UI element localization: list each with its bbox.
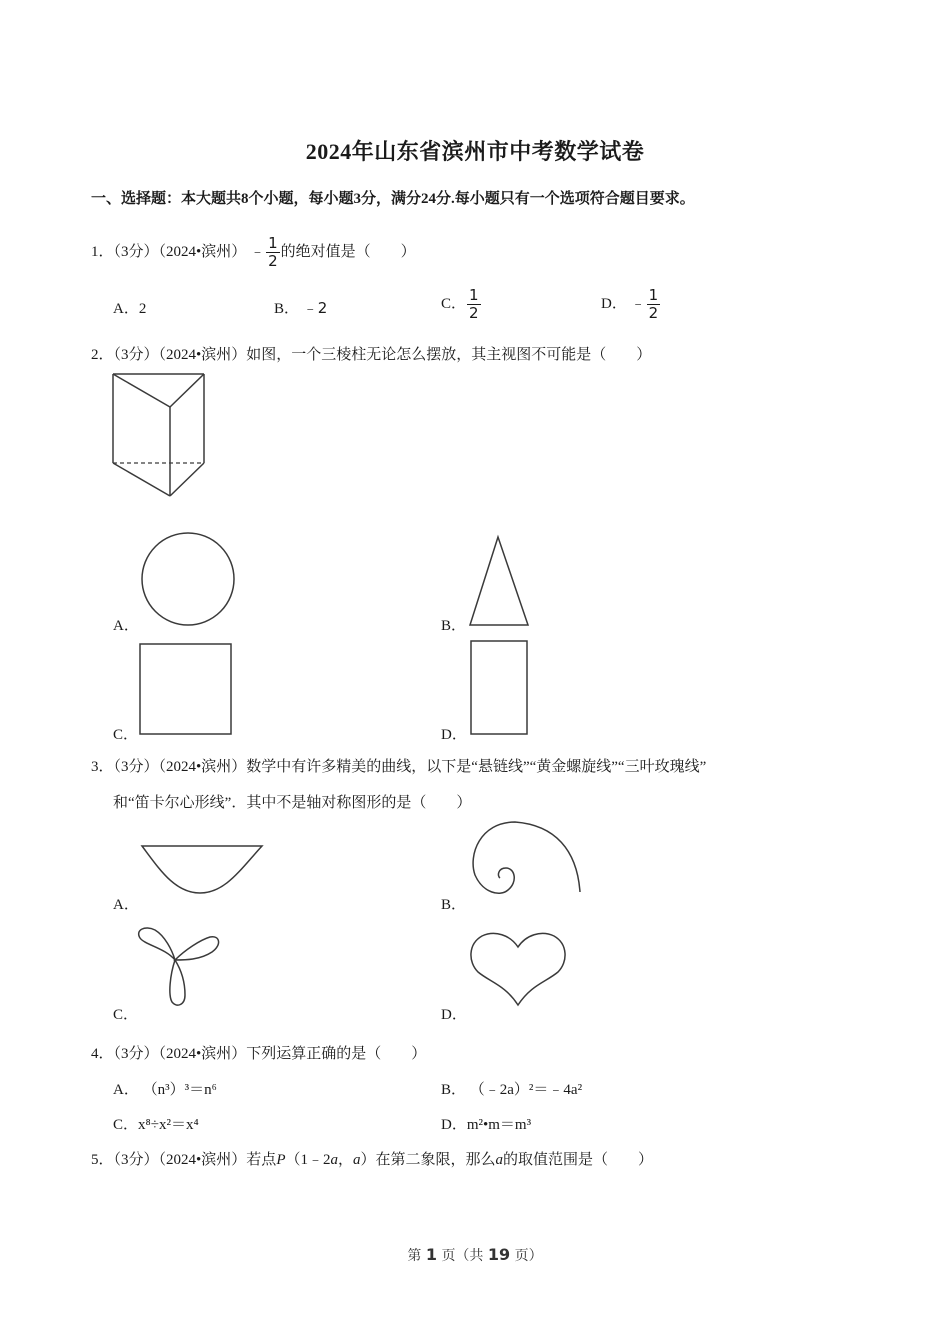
- question-4: 4．（3分）（2024•滨州）下列运算正确的是（ ）: [91, 1046, 427, 1062]
- q2-option-b[interactable]: B．: [441, 618, 467, 634]
- question-score: （3分）: [113, 243, 159, 260]
- page-title: 2024年山东省滨州市中考数学试卷: [305, 139, 645, 164]
- current-page: 1: [425, 1245, 437, 1264]
- question-2: 2．（3分）（2024•滨州）如图，一个三棱柱无论怎么摆放，其主视图不可能是（ ）: [91, 347, 652, 363]
- q1-option-d[interactable]: D． ﹣ $\frac{1}{2}$: [601, 286, 659, 322]
- q3-option-b[interactable]: B．: [441, 897, 467, 913]
- math-expression: m²•m＝m³: [466, 1117, 532, 1133]
- q4-option-c[interactable]: C．x⁸÷x²＝x⁴: [113, 1117, 199, 1133]
- question-stem: 下列运算正确的是（ ）: [246, 1046, 427, 1062]
- q2-option-c[interactable]: C．: [113, 727, 139, 743]
- question-3: 3．（3分）（2024•滨州）数学中有许多精美的曲线，以下是“悬链线”“黄金螺旋线”“三叶玫瑰线”: [91, 759, 707, 775]
- fraction: $\frac{1}{2}$: [648, 286, 659, 322]
- q4-option-a[interactable]: A． （n³）³＝n⁶: [113, 1082, 217, 1098]
- q4-option-d[interactable]: D．m²•m＝m³: [441, 1117, 532, 1133]
- q2-option-d[interactable]: D．: [441, 727, 467, 743]
- question-stem: 的绝对值是（ ）: [280, 243, 416, 260]
- rectangle-figure: [471, 641, 527, 734]
- section-heading: 一、选择题：本大题共8个小题，每小题3分，满分24分.每小题只有一个选项符合题目要求。: [91, 191, 695, 207]
- question-5: 5．（3分）（2024•滨州）若点P（1﹣2a，a）在第二象限，那么a的取值范围是（ ）: [91, 1152, 654, 1168]
- three-leaf-rose-figure: [139, 928, 219, 1005]
- total-pages: 19: [487, 1245, 511, 1264]
- catenary-figure: [142, 846, 262, 893]
- q1-option-b[interactable]: B． ﹣2: [274, 299, 328, 317]
- golden-spiral-figure: [473, 822, 580, 893]
- question-stem-line-1: 数学中有许多精美的曲线，以下是“悬链线”“黄金螺旋线”“三叶玫瑰线”: [246, 759, 707, 775]
- q1-option-a[interactable]: A．2: [113, 301, 147, 317]
- q3-option-c[interactable]: C．: [113, 1007, 139, 1023]
- q2-option-a[interactable]: A．: [113, 618, 139, 634]
- question-3-line-2: 和“笛卡尔心形线”．其中不是轴对称图形的是（ ）: [113, 795, 472, 811]
- cardioid-heart-figure: [471, 933, 565, 1005]
- q3-option-d[interactable]: D．: [441, 1007, 467, 1023]
- circle-figure: [142, 533, 234, 625]
- square-figure: [140, 644, 231, 734]
- q1-option-c[interactable]: C． $\frac{1}{2}$: [441, 286, 479, 322]
- fraction: $\frac{1}{2}$: [268, 234, 278, 270]
- question-number: 1．: [91, 243, 114, 260]
- q3-option-a[interactable]: A．: [113, 897, 139, 913]
- q4-option-b[interactable]: B． （﹣2a）²＝﹣4a²: [441, 1082, 583, 1098]
- page-footer: 第 1 页（共 19 页）: [407, 1245, 543, 1264]
- question-source: （2024•滨州）: [158, 243, 247, 260]
- triangle-figure: [470, 537, 528, 625]
- math-expression: x⁸÷x²＝x⁴: [138, 1117, 199, 1133]
- triangular-prism-figure: [113, 374, 204, 496]
- question-stem: 如图，一个三棱柱无论怎么摆放，其主视图不可能是（ ）: [246, 347, 652, 363]
- negative-sign: ﹣: [250, 241, 266, 260]
- math-expression: （n³）³＝n⁶: [142, 1082, 217, 1098]
- fraction: $\frac{1}{2}$: [469, 286, 479, 322]
- math-expression: （﹣2a）²＝﹣4a²: [469, 1082, 583, 1098]
